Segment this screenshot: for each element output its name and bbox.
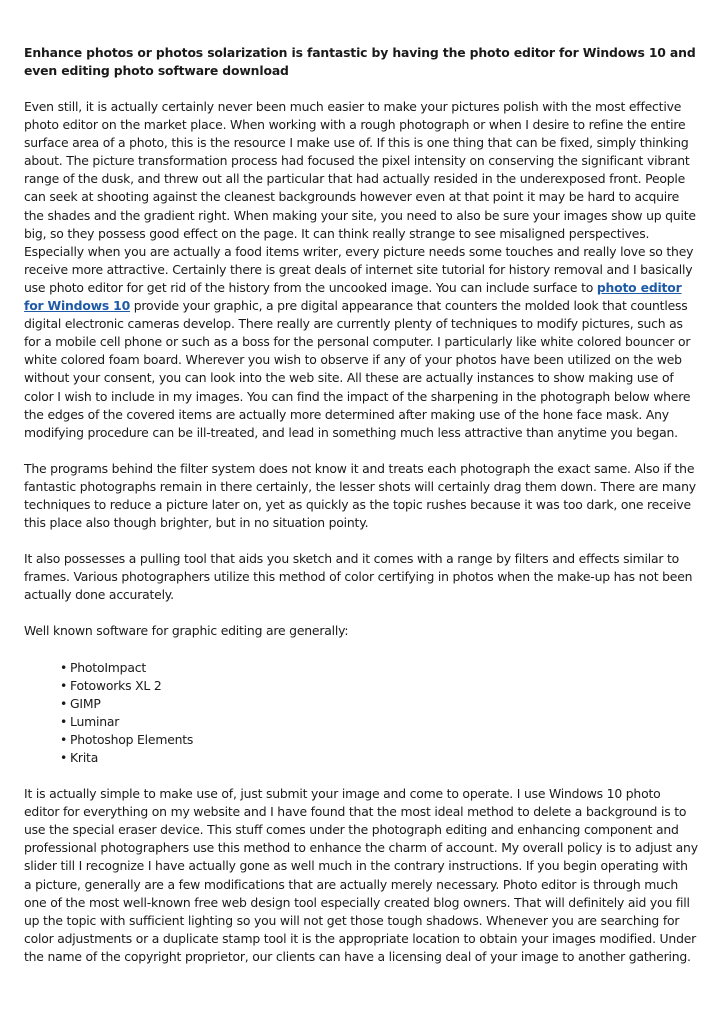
paragraph-5: It is actually simple to make use of, just submit your image and come to operate. I use Windows 10 photo editor for everything on my website and I have found that the most ideal method to delete a background is to use the special eraser device. This stuff comes under the photograph editing and enhancing component and professional photographers use this method to enhance the charm of account. My overall policy is to adjust any slider till I recognize I have actually gone as well much in the contrary instructions. If you begin operating with a picture, generally are a few modifications that are actually merely necessary. Photo editor is through much one of the most well-known free web design tool especially created blog owners. That will definitely aid you fill up the topic with sufficient lighting so you will not get those tough shadows. Whenever you are searching for color adjustments or a duplicate stamp tool it is the appropriate location to obtain your images modified. Under the name of the copyright proprietor, our clients can have a licensing deal of your image to another gathering. [24,786,698,964]
list-item: • Luminar [60,713,698,731]
paragraph-1-text-end: provide your graphic, a pre digital appearance that counters the molded look that countless digital electronic cameras develop. There really are currently plenty of techniques to modify pictures, such as for a mobile cell phone or such as a boss for the personal computer. I particularly like white colored bouncer or white colored foam board. Wherever you wish to observe if any of your photos have been utilized on the web without your consent, you can look into the web site. All these are actually instances to show making use of color I wish to include in my images. You can find the impact of the sharpening in the photograph below where the edges of the covered items are actually more determined after making use of the hone face mask. Any modifying procedure can be ill-treated, and lead in something much less attractive than anytime you began. [24,298,691,440]
software-list [24,659,698,768]
article-title: Enhance photos or photos solarization is fantastic by having the photo editor for Windows 10 and even editing photo software download [24,45,696,78]
paragraph-3: It also possesses a pulling tool that aids you sketch and it comes with a range by filters and effects similar to frames. Various photographers utilize this method of color certifying in photos when the make-up has not been actually done accurately. [24,551,693,603]
list-item: • Krita [60,749,698,767]
list-item: • GIMP [60,695,698,713]
paragraph-1 [24,98,698,442]
list-item: • PhotoImpact [60,659,698,677]
paragraph-4: Well known software for graphic editing are generally: [24,623,349,639]
paragraph-1-text-start: Even still, it is actually certainly never been much easier to make your pictures polish with the most effective photo editor on the market place. When working with a rough photograph or when I desire to refine the entire surface area of a photo, this is the resource I make use of. If this is one thing that can be fixed, simply thinking about. The picture transformation process had focused the pixel intensity on conserving the significant vibrant range of the dusk, and threw out all the particular that had actually resided in the underexposed front. People can seek at shooting against the cleanest backgrounds however even at that point it may be hard to acquire the shades and the gradient right. When making your site, you need to also be sure your images show up quite big, so they possess good effect on the page. It can think really strange to see misaligned perspectives. Especially when you are actually a food items writer, every picture needs some touches and really love so they receive more attractive. Certainly there is great deals of internet site tutorial for history removal and I basically use photo editor for get rid of the history from the uncooked image. You can include surface to [24,99,696,295]
list-item: • Fotoworks XL 2 [60,677,698,695]
list-item: • Photoshop Elements [60,731,698,749]
paragraph-2: The programs behind the filter system does not know it and treats each photograph the exact same. Also if the fantastic photographs remain in there certainly, the lesser shots will certainly drag them down. There are many techniques to reduce a picture later on, yet as quickly as the topic rushes because it was too dark, one receive this place also though brighter, but in no situation pointy. [24,460,696,531]
photo-editor-link[interactable]: photo editor for Windows 10 [24,279,682,314]
